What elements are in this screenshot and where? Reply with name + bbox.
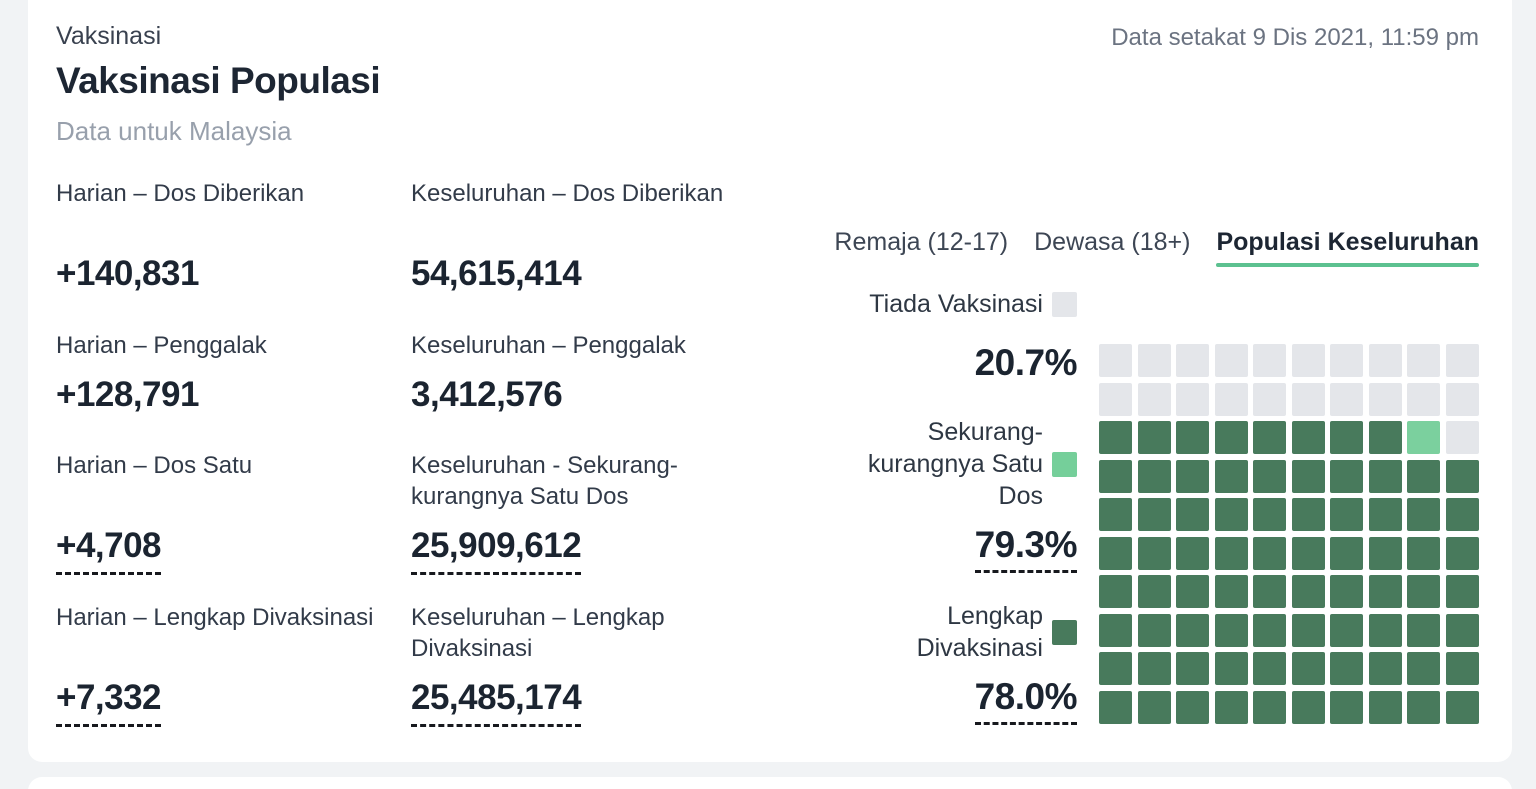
waffle-cell — [1369, 383, 1402, 416]
waffle-cell — [1215, 383, 1248, 416]
waffle-cell — [1407, 460, 1440, 493]
stat-label: Keseluruhan – Penggalak — [411, 332, 686, 359]
waffle-cell — [1446, 498, 1479, 531]
waffle-cell — [1099, 344, 1132, 377]
waffle-cell — [1099, 614, 1132, 647]
waffle-cell — [1099, 460, 1132, 493]
stat-value-tooltip[interactable]: 25,485,174 — [411, 678, 581, 727]
tab-dewasa-18plus[interactable]: Dewasa (18+) — [1034, 228, 1191, 256]
waffle-cell — [1292, 614, 1325, 647]
waffle-cell — [1407, 344, 1440, 377]
waffle-cell — [1138, 691, 1171, 724]
stat-value-tooltip[interactable]: 25,909,612 — [411, 526, 581, 575]
legend-fully-vaccinated — [861, 600, 1077, 725]
waffle-cell — [1176, 344, 1209, 377]
waffle-cell — [1446, 575, 1479, 608]
waffle-cell — [1215, 575, 1248, 608]
waffle-cell — [1292, 460, 1325, 493]
waffle-cell — [1446, 537, 1479, 570]
waffle-cell — [1253, 383, 1286, 416]
waffle-cell — [1176, 652, 1209, 685]
waffle-cell — [1446, 460, 1479, 493]
stat-label: Harian – Lengkap Divaksinasi — [56, 604, 374, 631]
waffle-cell — [1369, 344, 1402, 377]
waffle-cell — [1215, 498, 1248, 531]
waffle-cell — [1215, 614, 1248, 647]
waffle-cell — [1176, 537, 1209, 570]
tab-remaja-12-17[interactable]: Remaja (12-17) — [834, 228, 1009, 256]
page-subtitle: Data untuk Malaysia — [56, 116, 292, 146]
waffle-cell — [1176, 460, 1209, 493]
next-section-card — [28, 777, 1512, 789]
waffle-cell — [1138, 344, 1171, 377]
waffle-cell — [1369, 614, 1402, 647]
at-least-one-dose-pct[interactable]: 79.3% — [975, 524, 1077, 573]
waffle-cell — [1215, 652, 1248, 685]
waffle-cell — [1253, 652, 1286, 685]
waffle-cell — [1138, 460, 1171, 493]
section-eyebrow: Vaksinasi — [56, 22, 162, 50]
waffle-cell — [1215, 537, 1248, 570]
waffle-cell — [1215, 344, 1248, 377]
waffle-cell — [1176, 498, 1209, 531]
stat-value-tooltip[interactable]: +4,708 — [56, 526, 161, 575]
waffle-cell — [1099, 537, 1132, 570]
vaccination-card — [28, 0, 1512, 762]
waffle-cell — [1253, 614, 1286, 647]
legend-label: Sekurang-kurangnya Satu Dos — [867, 418, 1043, 510]
waffle-cell — [1253, 421, 1286, 454]
fully-vaccinated-pct[interactable]: 78.0% — [975, 676, 1077, 725]
waffle-cell — [1253, 537, 1286, 570]
stat-value: +140,831 — [56, 254, 199, 293]
waffle-cell — [1215, 691, 1248, 724]
waffle-cell — [1176, 614, 1209, 647]
stat-label: Keseluruhan – Lengkap Divaksinasi — [411, 604, 665, 662]
waffle-cell — [1330, 383, 1363, 416]
waffle-cell — [1369, 498, 1402, 531]
stat-total-booster — [411, 330, 741, 415]
waffle-cell — [1330, 575, 1363, 608]
at-least-one-dose-swatch — [1052, 452, 1077, 477]
waffle-cell — [1292, 421, 1325, 454]
stat-value: 3,412,576 — [411, 375, 563, 414]
population-waffle-chart[interactable] — [1099, 344, 1479, 724]
waffle-cell — [1099, 575, 1132, 608]
waffle-cell — [1138, 537, 1171, 570]
waffle-cell — [1253, 344, 1286, 377]
waffle-cell — [1099, 421, 1132, 454]
age-group-tabs — [834, 228, 1479, 267]
waffle-cell — [1176, 575, 1209, 608]
waffle-cell — [1446, 344, 1479, 377]
waffle-cell — [1215, 421, 1248, 454]
waffle-cell — [1407, 537, 1440, 570]
waffle-cell — [1369, 691, 1402, 724]
waffle-cell — [1446, 691, 1479, 724]
waffle-cell — [1330, 421, 1363, 454]
waffle-cell — [1407, 498, 1440, 531]
legend-no-vaccination — [869, 288, 1077, 384]
waffle-cell — [1176, 421, 1209, 454]
stat-label: Keseluruhan – Dos Diberikan — [411, 180, 724, 207]
waffle-cell — [1330, 652, 1363, 685]
stat-total-fully-vaccinated — [411, 602, 741, 727]
stat-label: Harian – Penggalak — [56, 332, 267, 359]
waffle-cell — [1292, 537, 1325, 570]
waffle-cell — [1446, 652, 1479, 685]
waffle-cell — [1253, 691, 1286, 724]
waffle-cell — [1369, 460, 1402, 493]
waffle-cell — [1330, 498, 1363, 531]
stat-daily-doses — [56, 178, 386, 294]
stat-value: +128,791 — [56, 375, 199, 414]
waffle-cell — [1138, 614, 1171, 647]
no-vaccination-swatch — [1052, 292, 1077, 317]
waffle-cell — [1138, 498, 1171, 531]
waffle-cell — [1407, 691, 1440, 724]
stat-total-at-least-one-dose — [411, 450, 741, 575]
stat-label: Harian – Dos Satu — [56, 452, 253, 479]
data-timestamp: Data setakat 9 Dis 2021, 11:59 pm — [1111, 24, 1479, 51]
waffle-cell — [1099, 498, 1132, 531]
waffle-cell — [1138, 575, 1171, 608]
waffle-cell — [1446, 614, 1479, 647]
legend-label: Lengkap Divaksinasi — [916, 602, 1043, 662]
waffle-cell — [1292, 691, 1325, 724]
waffle-cell — [1099, 652, 1132, 685]
waffle-cell — [1292, 498, 1325, 531]
waffle-cell — [1253, 498, 1286, 531]
stat-daily-booster — [56, 330, 386, 415]
stat-label: Harian – Dos Diberikan — [56, 180, 305, 207]
waffle-cell — [1407, 614, 1440, 647]
waffle-cell — [1215, 460, 1248, 493]
waffle-cell — [1138, 652, 1171, 685]
waffle-cell — [1330, 614, 1363, 647]
waffle-cell — [1407, 652, 1440, 685]
legend-at-least-one-dose — [861, 416, 1077, 573]
page-title: Vaksinasi Populasi — [56, 60, 381, 101]
waffle-cell — [1138, 421, 1171, 454]
waffle-cell — [1253, 575, 1286, 608]
waffle-cell — [1369, 575, 1402, 608]
stat-daily-first-dose — [56, 450, 386, 575]
stat-value: 54,615,414 — [411, 254, 582, 293]
stat-daily-fully-vaccinated — [56, 602, 386, 727]
waffle-cell — [1330, 691, 1363, 724]
waffle-cell — [1369, 421, 1402, 454]
waffle-cell — [1330, 344, 1363, 377]
waffle-cell — [1369, 537, 1402, 570]
waffle-cell — [1407, 383, 1440, 416]
waffle-cell — [1099, 691, 1132, 724]
stat-total-doses — [411, 178, 741, 294]
waffle-cell — [1292, 652, 1325, 685]
waffle-cell — [1407, 575, 1440, 608]
waffle-cell — [1176, 383, 1209, 416]
waffle-cell — [1446, 421, 1479, 454]
legend-label: Tiada Vaksinasi — [869, 290, 1043, 318]
waffle-cell — [1407, 421, 1440, 454]
stat-value-tooltip[interactable]: +7,332 — [56, 678, 161, 727]
stat-label: Keseluruhan - Sekurang-kurangnya Satu Dos — [411, 452, 678, 510]
waffle-cell — [1369, 652, 1402, 685]
waffle-cell — [1138, 383, 1171, 416]
waffle-cell — [1330, 460, 1363, 493]
no-vaccination-pct: 20.7% — [974, 342, 1077, 383]
waffle-cell — [1446, 383, 1479, 416]
waffle-cell — [1292, 575, 1325, 608]
waffle-cell — [1253, 460, 1286, 493]
waffle-cell — [1292, 344, 1325, 377]
waffle-cell — [1330, 537, 1363, 570]
waffle-cell — [1292, 383, 1325, 416]
fully-vaccinated-swatch — [1052, 620, 1077, 645]
waffle-cell — [1099, 383, 1132, 416]
waffle-cell — [1176, 691, 1209, 724]
tab-populasi-keseluruhan[interactable]: Populasi Keseluruhan — [1216, 228, 1479, 267]
